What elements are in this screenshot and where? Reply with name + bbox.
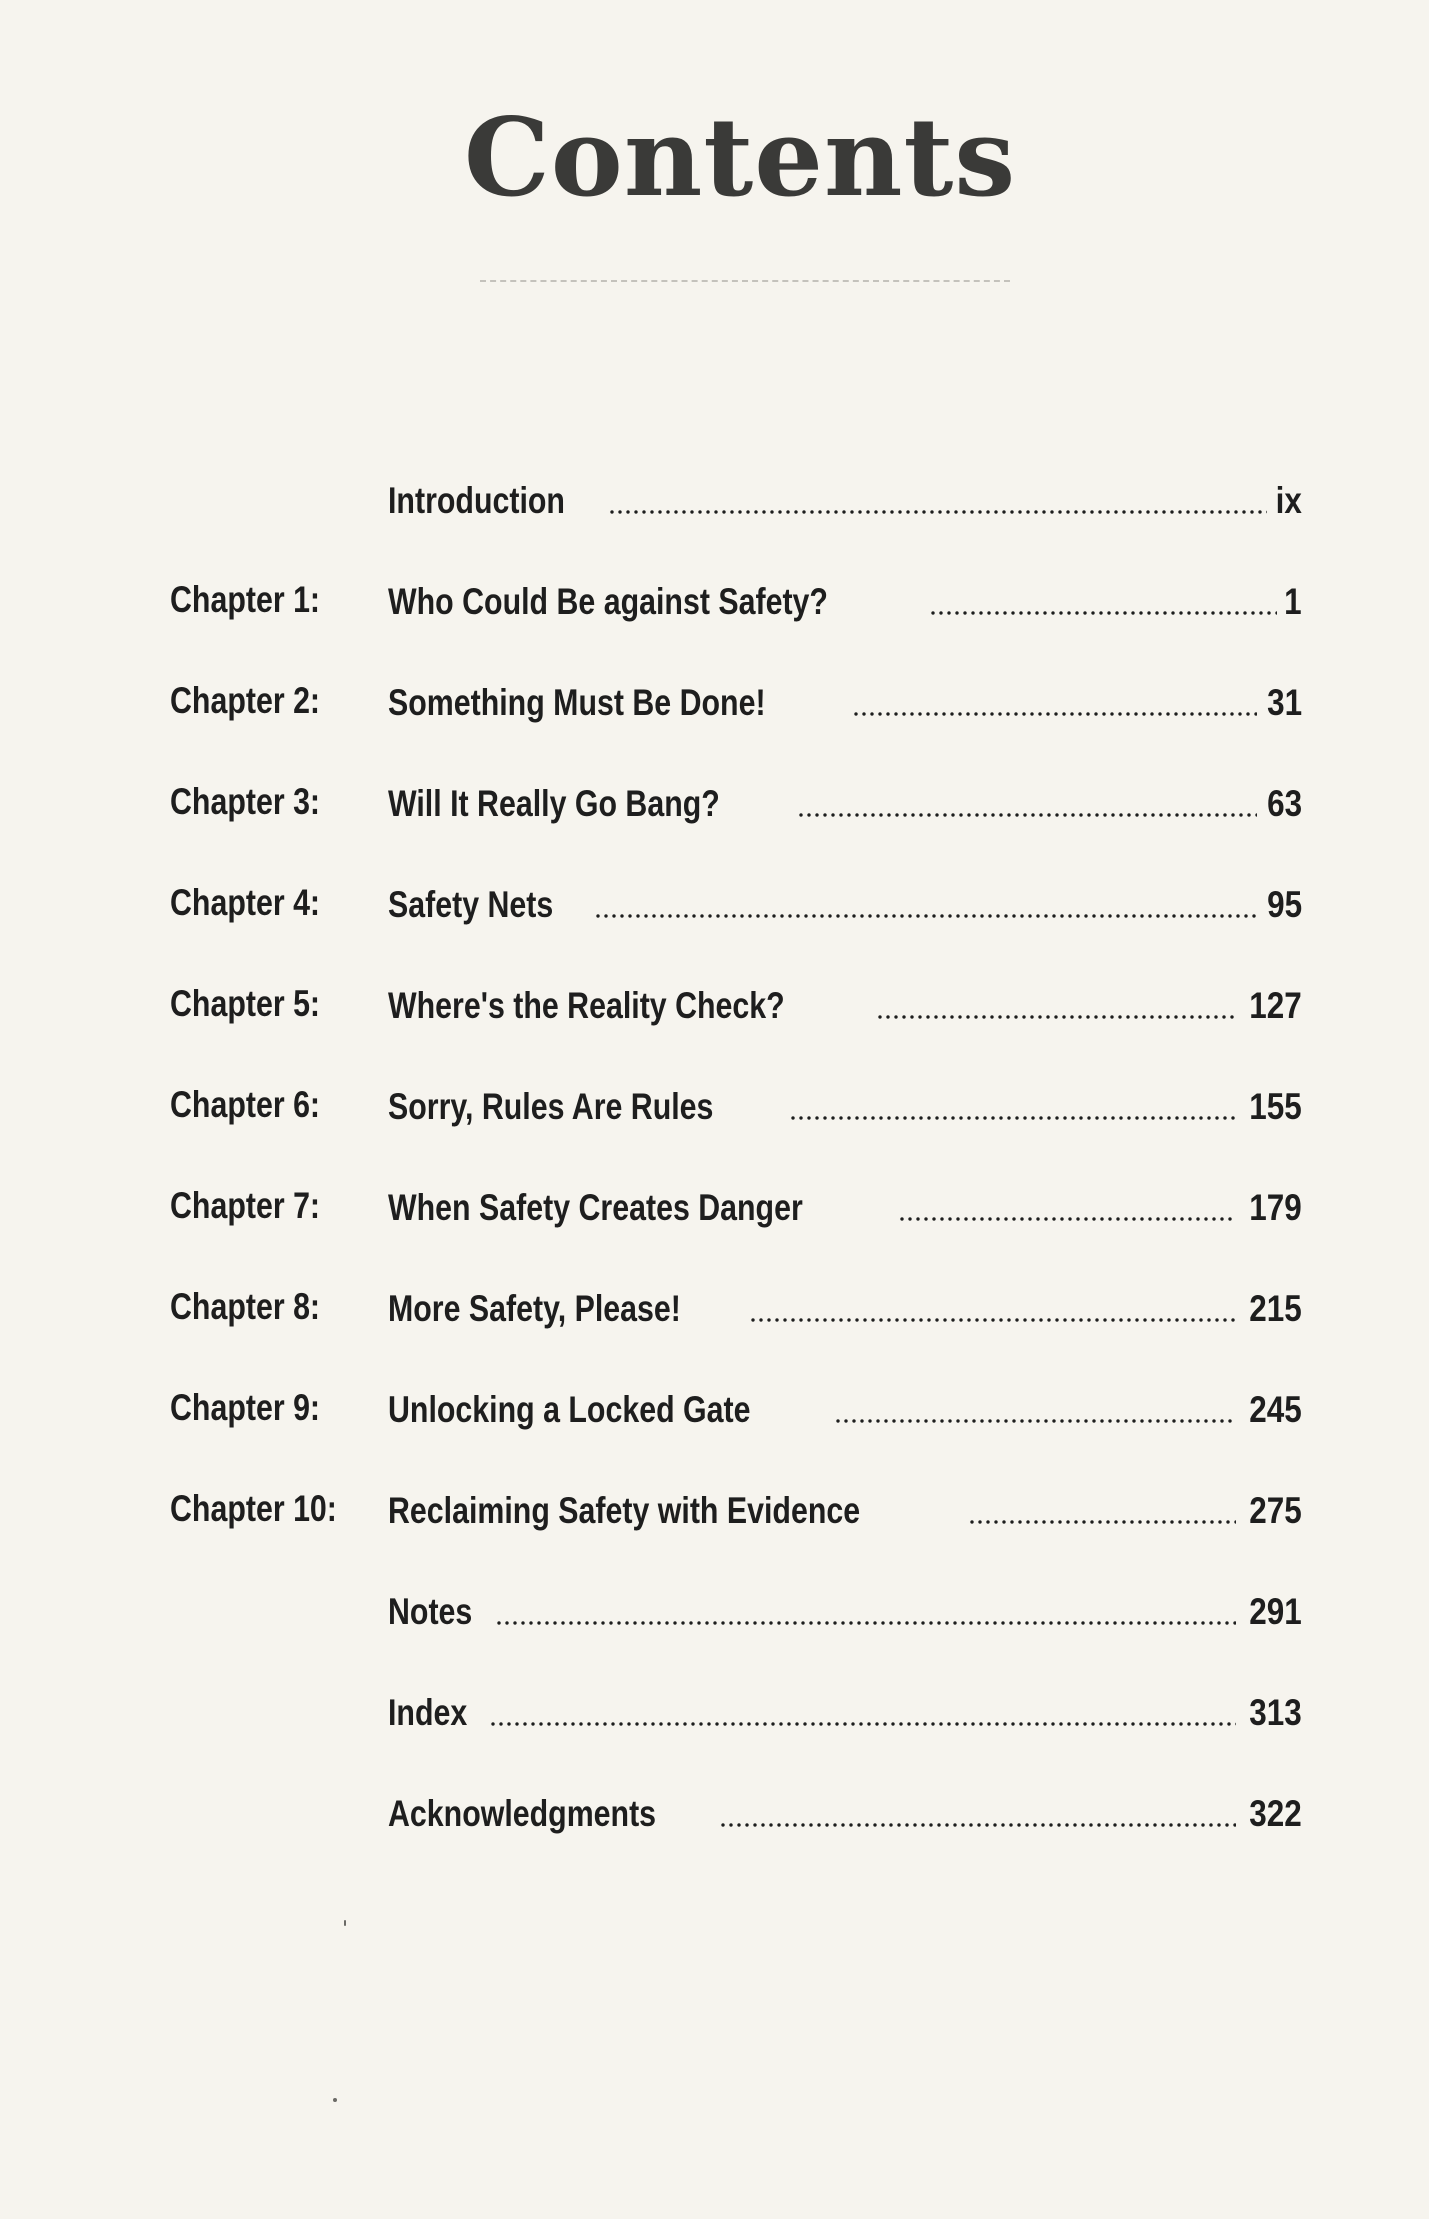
entry-title: Something Must Be Done! [388, 682, 766, 723]
chapter-label: Chapter 7: [170, 1185, 321, 1226]
page-number: 1 [1284, 581, 1302, 622]
page-number: 291 [1249, 1591, 1302, 1632]
dot-leader [719, 1823, 1236, 1827]
dot-leader [594, 914, 1257, 918]
page-number: 179 [1249, 1187, 1302, 1228]
dot-leader [495, 1621, 1236, 1625]
entry-title: Where's the Reality Check? [388, 985, 785, 1026]
chapter-label: Chapter 4: [170, 882, 321, 923]
dot-leader [852, 712, 1256, 716]
chapter-label: Chapter 5: [170, 983, 321, 1024]
toc-entry-chapter-1[interactable] [0, 571, 1429, 631]
page-number: 322 [1249, 1793, 1302, 1834]
toc-entry-introduction[interactable] [0, 470, 1429, 530]
chapter-label: Chapter 10: [170, 1488, 337, 1529]
entry-title: Unlocking a Locked Gate [388, 1389, 751, 1430]
dot-leader [898, 1217, 1236, 1221]
chapter-label: Chapter 3: [170, 781, 321, 822]
entry-title: When Safety Creates Danger [388, 1187, 803, 1228]
toc-entry-chapter-2[interactable] [0, 672, 1429, 732]
toc-entry-acknowledgments[interactable] [0, 1783, 1429, 1843]
toc-entry-chapter-7[interactable] [0, 1177, 1429, 1237]
chapter-label: Chapter 6: [170, 1084, 321, 1125]
dot-leader [608, 510, 1267, 514]
entry-title: Safety Nets [388, 884, 554, 925]
dot-leader [797, 813, 1257, 817]
page-number: ix [1275, 480, 1302, 521]
chapter-label: Chapter 8: [170, 1286, 321, 1327]
page-number: 31 [1267, 682, 1302, 723]
page-title: Contents [463, 95, 1017, 221]
dot-leader [929, 611, 1278, 615]
dot-leader [968, 1520, 1237, 1524]
page-number: 313 [1249, 1692, 1302, 1733]
entry-title: More Safety, Please! [388, 1288, 681, 1329]
dot-leader [489, 1722, 1237, 1726]
page-number: 155 [1249, 1086, 1302, 1127]
page-number: 275 [1249, 1490, 1302, 1531]
page-number: 245 [1249, 1389, 1302, 1430]
scan-speck [344, 1920, 346, 1926]
toc-entry-chapter-8[interactable] [0, 1278, 1429, 1338]
page-number: 63 [1267, 783, 1302, 824]
page-number: 215 [1249, 1288, 1302, 1329]
entry-title: Introduction [388, 480, 565, 521]
entry-title: Reclaiming Safety with Evidence [388, 1490, 861, 1531]
page-number: 95 [1267, 884, 1302, 925]
entry-title: Notes [388, 1591, 473, 1632]
dot-leader [789, 1116, 1236, 1120]
toc-entry-notes[interactable] [0, 1581, 1429, 1641]
toc-entry-index[interactable] [0, 1682, 1429, 1742]
toc-entry-chapter-4[interactable] [0, 874, 1429, 934]
dot-leader [749, 1318, 1236, 1322]
toc-entry-chapter-6[interactable] [0, 1076, 1429, 1136]
dot-leader [834, 1419, 1236, 1423]
scan-speck [333, 2098, 337, 2102]
chapter-label: Chapter 9: [170, 1387, 321, 1428]
dot-leader [876, 1015, 1236, 1019]
toc-entry-chapter-10[interactable] [0, 1480, 1429, 1540]
entry-title: Sorry, Rules Are Rules [388, 1086, 714, 1127]
chapter-label: Chapter 2: [170, 680, 321, 721]
toc-entry-chapter-9[interactable] [0, 1379, 1429, 1439]
entry-title: Index [388, 1692, 468, 1733]
entry-title: Will It Really Go Bang? [388, 783, 720, 824]
entry-title: Acknowledgments [388, 1793, 657, 1834]
toc-entry-chapter-3[interactable] [0, 773, 1429, 833]
entry-title: Who Could Be against Safety? [388, 581, 828, 622]
chapter-label: Chapter 1: [170, 579, 321, 620]
title-divider [480, 280, 1010, 282]
page-number: 127 [1249, 985, 1302, 1026]
toc-entry-chapter-5[interactable] [0, 975, 1429, 1035]
